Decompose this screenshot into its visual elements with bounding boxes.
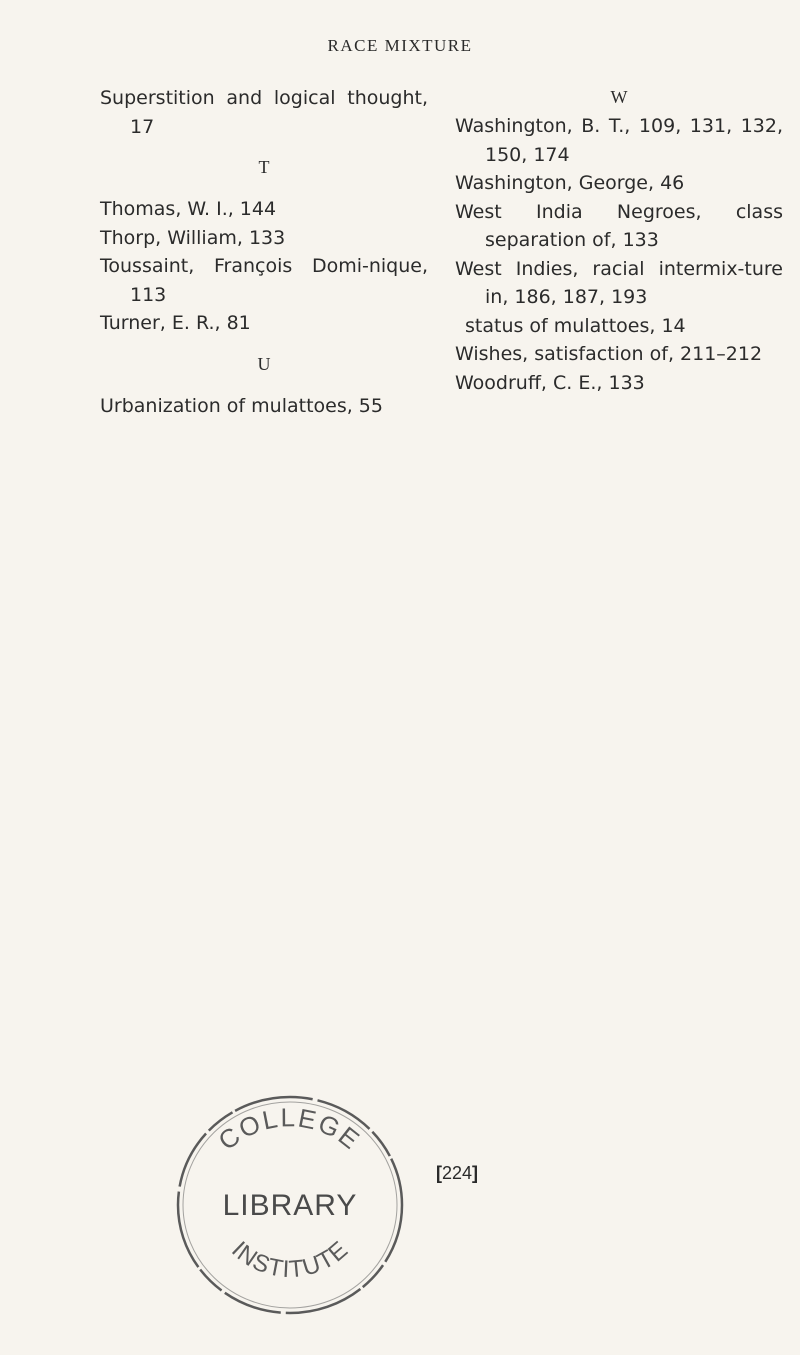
stamp-arc-bottom: INSTITUTE: [226, 1235, 354, 1284]
index-entry: Thorp, William, 133: [100, 226, 286, 249]
section-letter-t: T: [258, 157, 270, 177]
index-entry: Woodruff, C. E., 133: [455, 371, 645, 394]
running-head: RACE MIXTURE: [327, 36, 473, 55]
stamp-arc-top: COLLEGE: [212, 1102, 367, 1157]
index-entry: Thomas, W. I., 144: [100, 198, 277, 220]
index-entry: West India Negroes, class separation of, 133: [455, 200, 783, 251]
index-entry: Wishes, satisfaction of, 211–212: [455, 343, 763, 365]
index-column-right: [455, 84, 783, 397]
library-stamp: [162, 1085, 417, 1320]
index-subentry: status of mulattoes, 14: [465, 314, 686, 337]
index-entry: Washington, George, 46: [455, 172, 685, 194]
index-column-left: [100, 84, 428, 420]
index-entry: West Indies, racial intermix-ture in, 186, 187, 193: [455, 257, 783, 308]
stamp-label: LIBRARY: [222, 1189, 358, 1222]
section-letter-w: W: [610, 87, 628, 107]
page-number: [224]: [436, 1163, 479, 1183]
index-entry: Toussaint, François Domi-nique, 113: [100, 255, 428, 306]
index-entry: Urbanization of mulattoes, 55: [100, 394, 383, 417]
index-entry: Superstition and logical thought, 17: [100, 87, 428, 138]
index-entry: Turner, E. R., 81: [100, 312, 251, 334]
section-letter-u: U: [257, 353, 271, 374]
index-entry: Washington, B. T., 109, 131, 132, 150, 174: [455, 115, 783, 166]
